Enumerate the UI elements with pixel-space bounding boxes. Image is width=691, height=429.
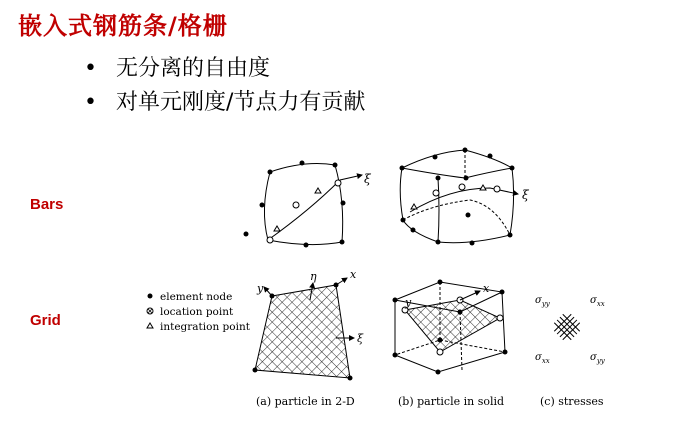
- bars-2d-integration-points: [274, 188, 321, 231]
- y-label-2d: y: [257, 282, 264, 295]
- x-label-solid: x: [483, 282, 490, 295]
- grid-label: Grid: [30, 312, 61, 329]
- xi-label-2d: ξ: [357, 332, 364, 345]
- slide-title: 嵌入式钢筋条/格栅: [18, 12, 228, 40]
- eta-label-2d: η: [310, 270, 317, 283]
- legend-integration-point: integration point: [160, 321, 250, 333]
- xi-label-bars-solid: ξ: [522, 188, 529, 202]
- bullet-dot: •: [84, 56, 97, 81]
- grid-2d-element: [253, 278, 355, 381]
- bars-solid-nodes: [400, 148, 515, 246]
- bars-2d-element: [264, 164, 362, 245]
- legend: [147, 291, 251, 333]
- caption-c: (c) stresses: [540, 395, 604, 408]
- legend-element-node: element node: [160, 291, 233, 303]
- stress-element: [550, 310, 584, 344]
- integration-point-marker: [147, 323, 153, 328]
- xi-label-bars-2d: ξ: [364, 172, 371, 186]
- stress-label-sigma-yy-top: $\sigma_{yy}$: [535, 295, 550, 308]
- x-label-2d: x: [350, 268, 357, 281]
- element-node-marker: [148, 294, 153, 299]
- bars-label: Bars: [30, 196, 64, 213]
- caption-a: (a) particle in 2-D: [256, 395, 355, 408]
- grid-solid-element: [395, 282, 505, 372]
- stress-label-sigma-xx-top: $\sigma_{xx}$: [590, 295, 605, 308]
- stress-label-sigma-xx-bottom: $\sigma_{xx}$: [535, 352, 550, 365]
- caption-b: (b) particle in solid: [398, 395, 505, 408]
- bullet-dot: •: [84, 90, 97, 115]
- bars-solid-element: [400, 150, 518, 243]
- bullet-text: 无分离的自由度: [116, 56, 271, 81]
- legend-location-point: location point: [160, 306, 234, 318]
- bullet-text: 对单元刚度/节点力有贡献: [116, 90, 366, 115]
- y-label-solid: y: [405, 296, 412, 309]
- stress-label-sigma-yy-bottom: $\sigma_{yy}$: [590, 352, 605, 365]
